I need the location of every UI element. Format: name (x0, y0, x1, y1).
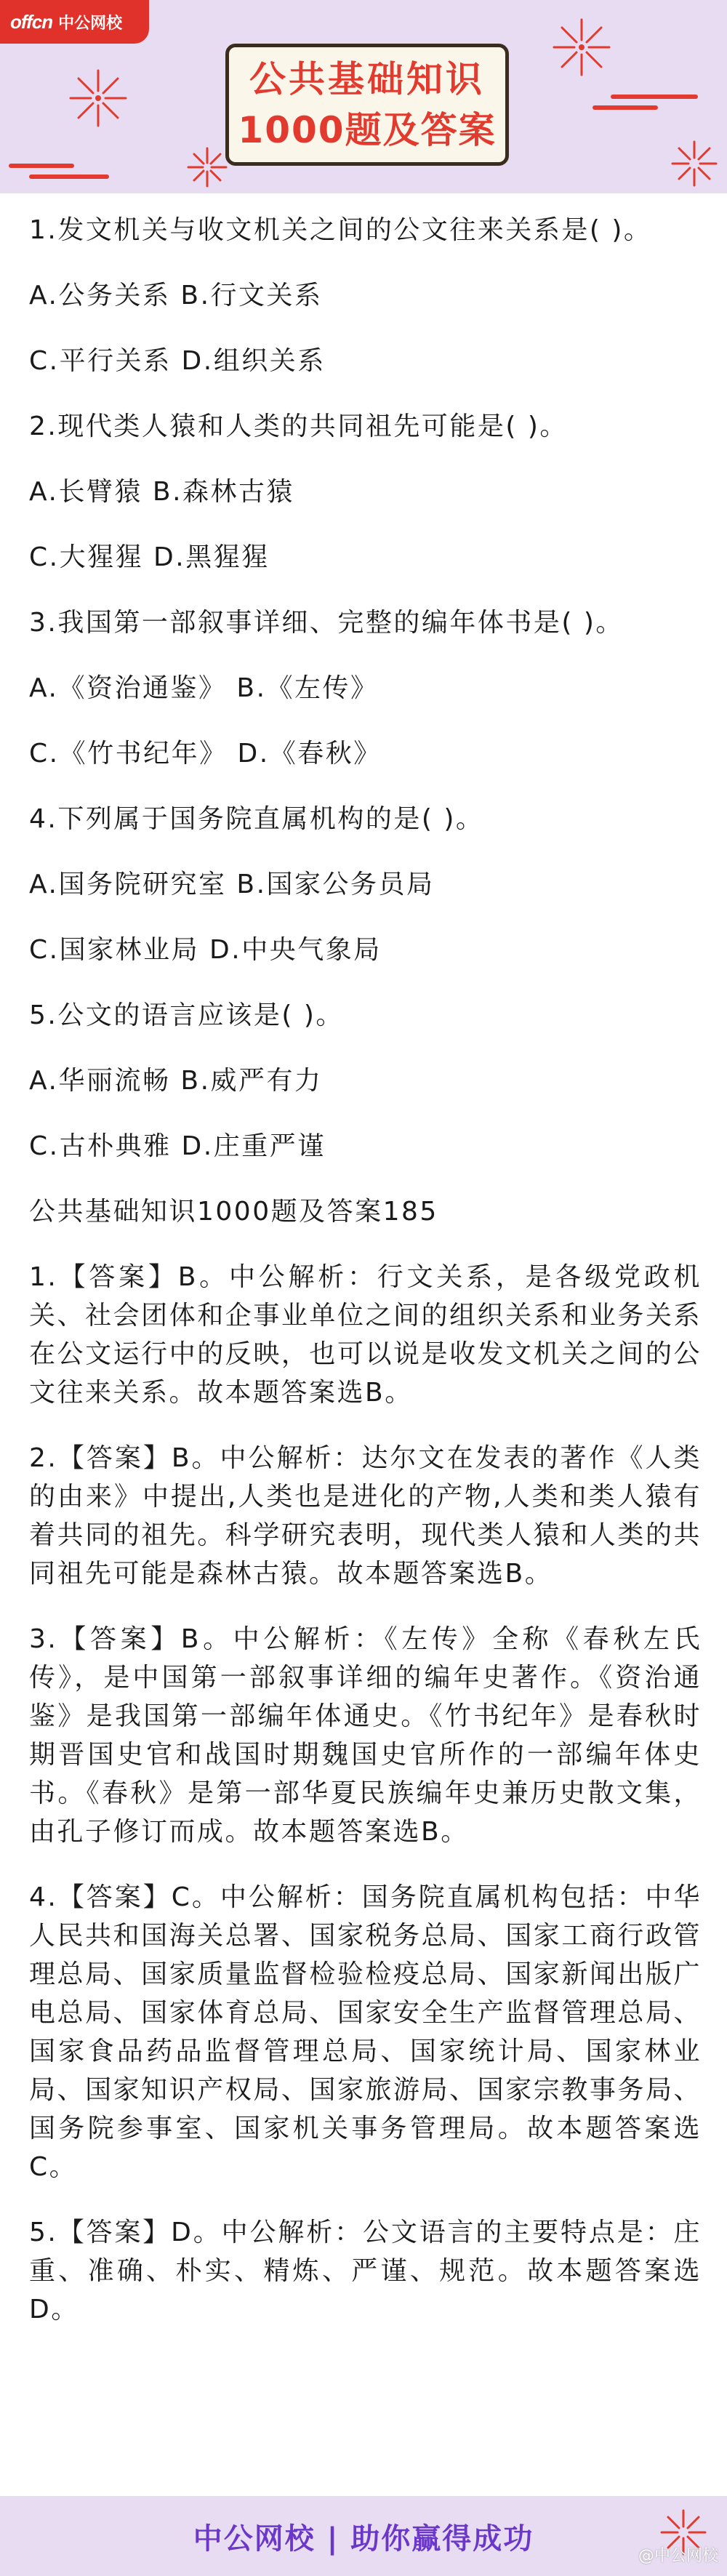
firework-icon (65, 65, 131, 131)
question-options: C.古朴典雅 D.庄重严谨 (29, 1131, 326, 1161)
decorative-dash (611, 95, 698, 99)
question-options: C.国家林业局 D.中央气象局 (29, 935, 382, 965)
question-text: 5.公文的语言应该是( )。 (29, 1000, 344, 1030)
title-box (225, 44, 509, 166)
answer-explanation: 5.【答案】D。中公解析：公文语言的主要特点是：庄重、准确、朴实、精炼、严谨、规范。故本题答案选D。 (29, 2218, 702, 2324)
header-banner (0, 0, 727, 193)
question-text: 3.我国第一部叙事详细、完整的编年体书是( )。 (29, 608, 624, 638)
brand-logo[interactable] (0, 0, 149, 44)
question-options: C.《竹书纪年》 D.《春秋》 (29, 739, 382, 769)
answer-explanation: 4.【答案】C。中公解析：国务院直属机构包括：中华人民共和国海关总署、国家税务总局、国家工商行政管理总局、国家质量监督检验检疫总局、国家新闻出版广电总局、国家体育总局、国家安全生产监督管理总局、国家食品药品监督管理总局、国家统计局、国家林业局、国家知识产权局、国家旅游局、国家宗教事务局、国务院参事室、国家机关事务管理局。故本题答案选C。 (29, 1882, 702, 2182)
firework-icon (185, 145, 229, 189)
question-text: 1.发文机关与收文机关之间的公文往来关系是( )。 (29, 215, 652, 245)
decorative-dash (9, 164, 74, 168)
question-text: 4.下列属于国务院直属机构的是( )。 (29, 804, 484, 834)
footer-banner (0, 2496, 727, 2576)
answer-explanation: 1.【答案】B。中公解析：行文关系，是各级党政机关、社会团体和企事业单位之间的组织关系和业务关系在公文运行中的反映，也可以说是收发文机关之间的公文往来关系。故本题答案选B。 (29, 1262, 702, 1408)
decorative-dash (593, 105, 658, 110)
firework-icon (669, 138, 720, 189)
question-options: A.国务院研究室 B.国家公务员局 (29, 870, 435, 899)
answer-explanation: 3.【答案】B。中公解析：《左传》全称《春秋左氏传》，是中国第一部叙事详细的编年史著作。《资治通鉴》是我国第一部编年体通史。《竹书纪年》是春秋时期晋国史官和战国时期魏国史官所作的一部编年体史书。《春秋》是第一部华夏民族编年史兼历史散文集，由孔子修订而成。故本题答案选B。 (29, 1624, 702, 1847)
answer-explanation: 2.【答案】B。中公解析：达尔文在发表的著作《人类的由来》中提出,人类也是进化的产物,人类和类人猿有着共同的祖先。科学研究表明，现代类人猿和人类的共同祖先可能是森林古猿。故本题答案选B。 (29, 1443, 702, 1589)
page-title: 公共基础知识 (249, 58, 485, 100)
question-options: C.平行关系 D.组织关系 (29, 346, 326, 376)
logo-mark: offcn (10, 10, 53, 33)
section-title: 公共基础知识1000题及答案185 (29, 1197, 438, 1227)
main-content (29, 211, 702, 2356)
question-options: A.公务关系 B.行文关系 (29, 281, 323, 310)
page-subtitle: 1000题及答案 (238, 109, 497, 151)
question-options: A.华丽流畅 B.威严有力 (29, 1066, 323, 1096)
question-options: A.长臂猿 B.森林古猿 (29, 477, 295, 507)
question-text: 2.现代类人猿和人类的共同祖先可能是( )。 (29, 412, 568, 441)
footer-slogan: 中公网校 | 助你赢得成功 (193, 2521, 534, 2556)
logo-name: 中公网校 (58, 13, 123, 32)
decorative-dash (29, 174, 109, 179)
firework-icon (549, 15, 614, 80)
question-options: A.《资治通鉴》 B.《左传》 (29, 673, 379, 703)
watermark: @中公网校 (638, 2547, 718, 2565)
question-options: C.大猩猩 D.黑猩猩 (29, 542, 270, 572)
